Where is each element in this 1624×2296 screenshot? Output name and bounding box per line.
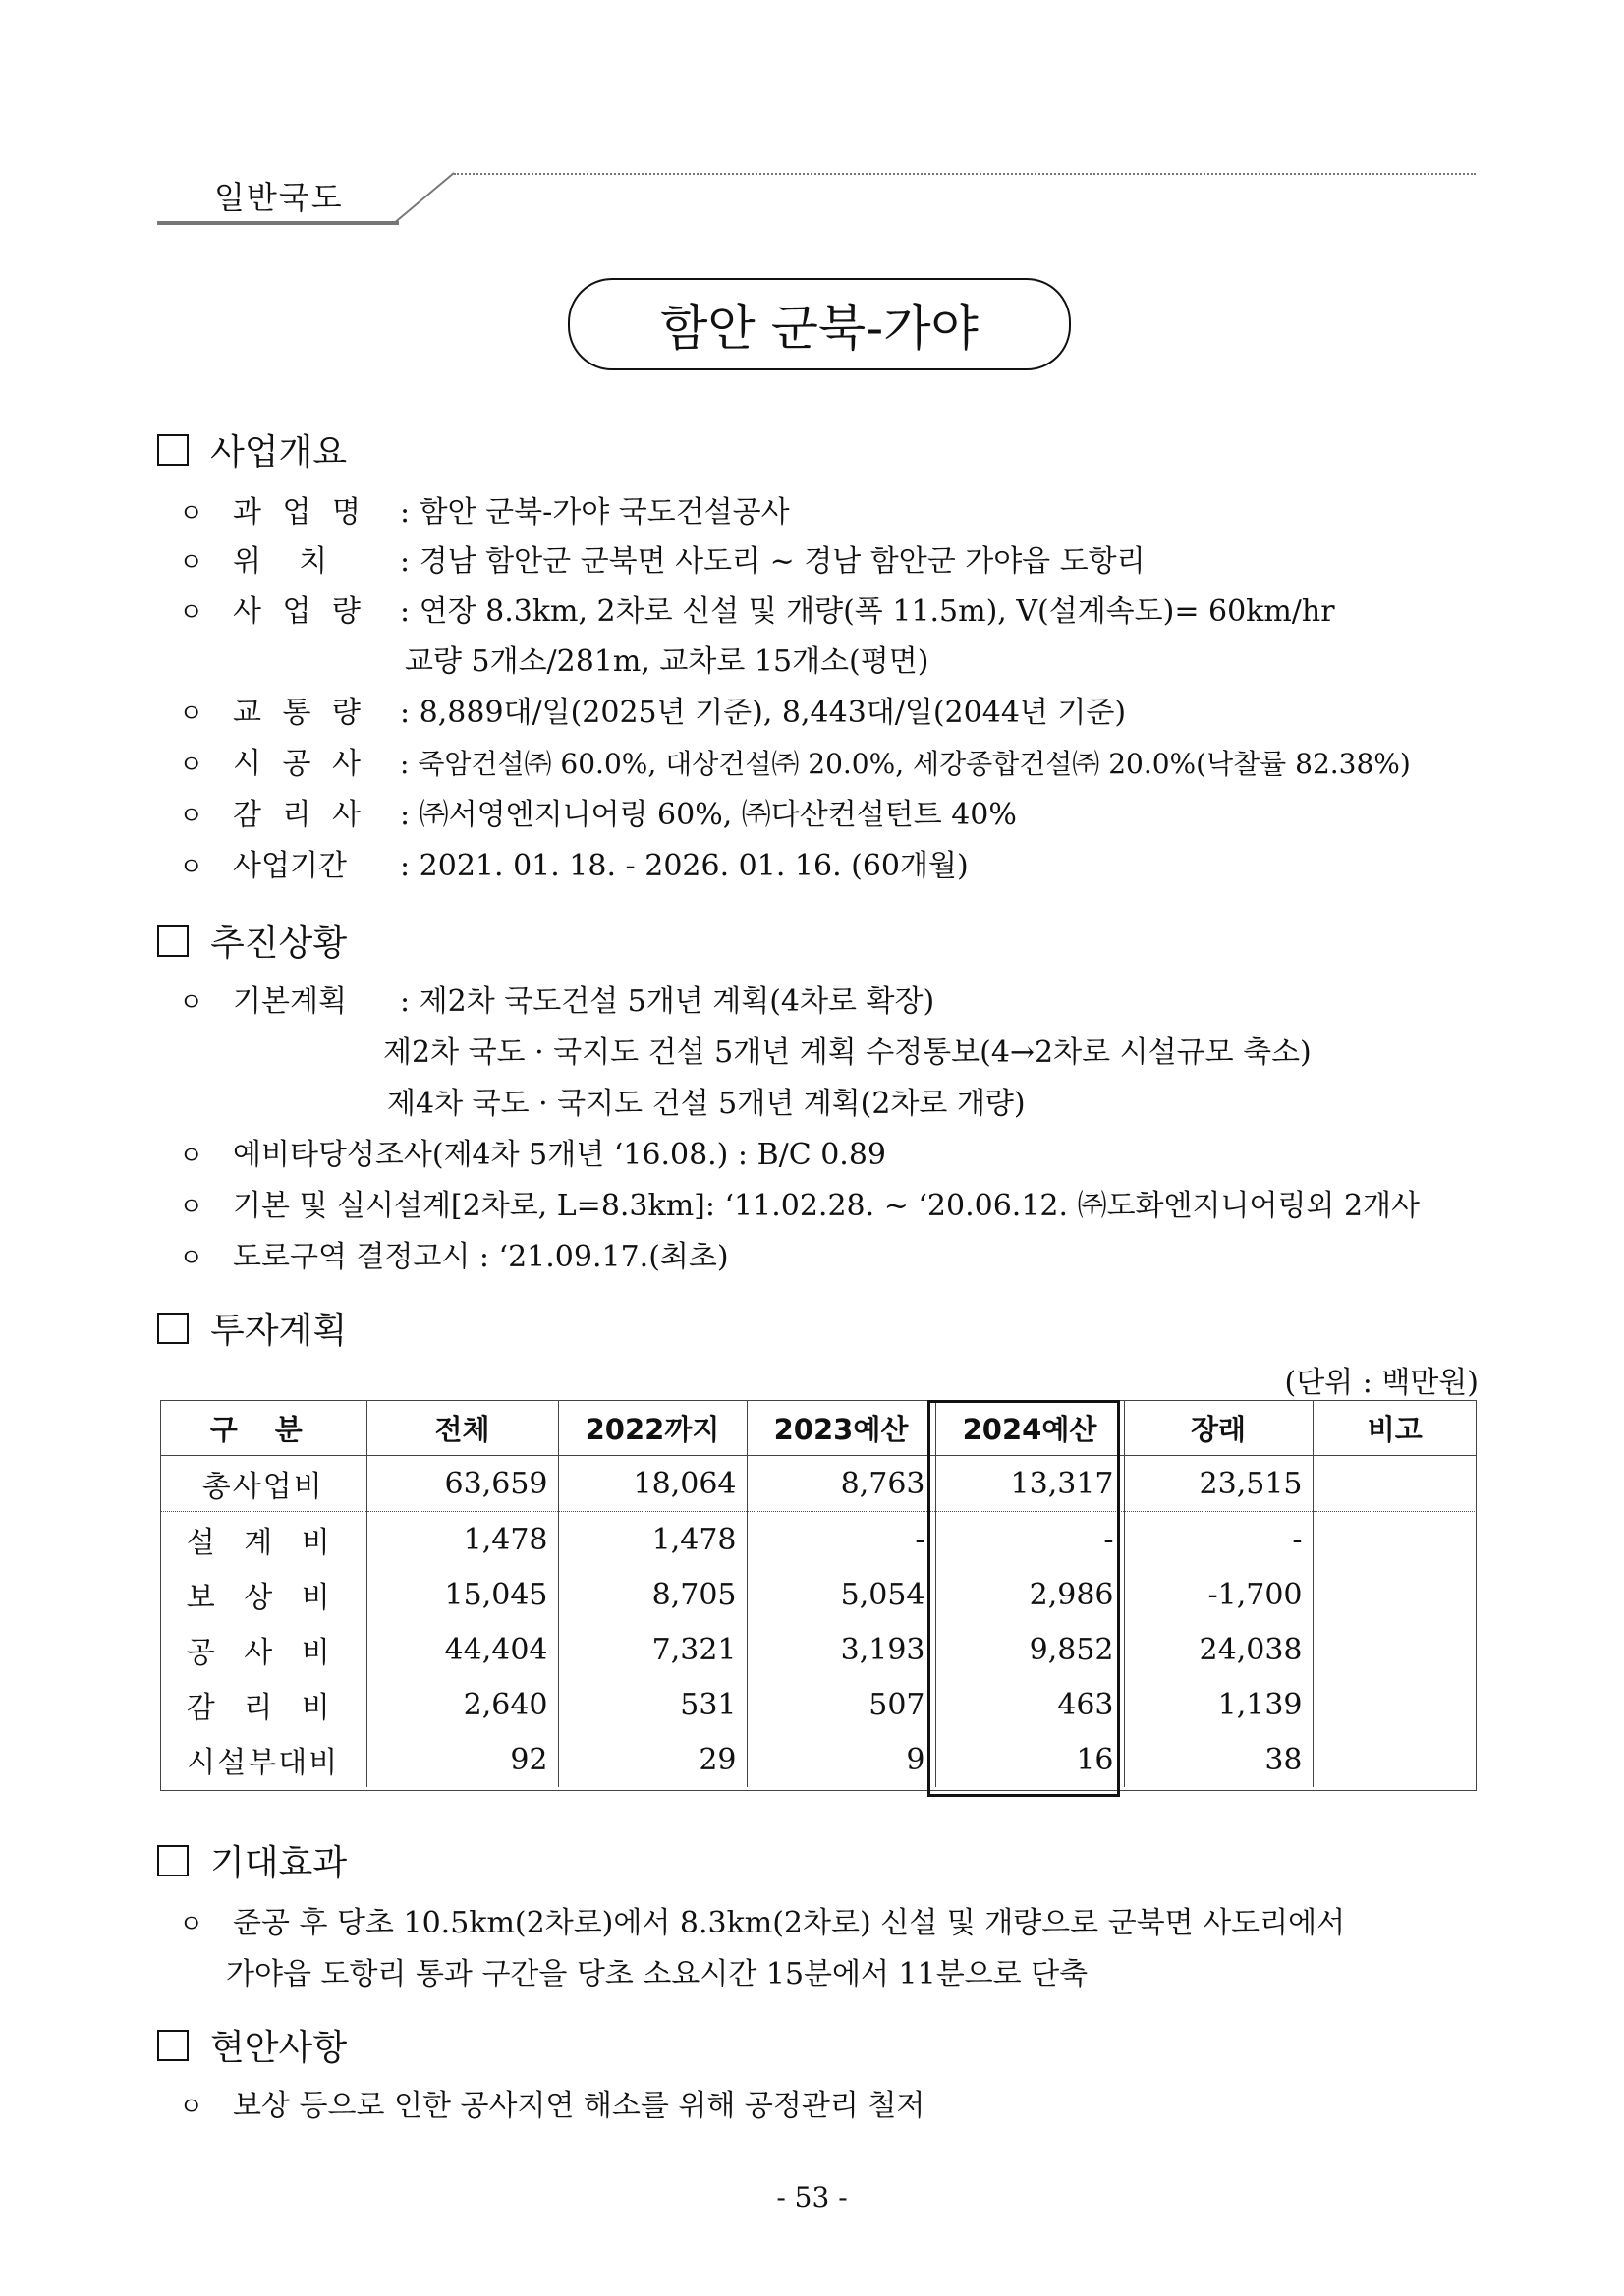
- table-header-row: [160, 1400, 1477, 1456]
- row-label: 시설부대비: [187, 1746, 340, 1780]
- progress-continuation: 제2차 국도 · 국지도 건설 5개년 계획 수정통보(4→2차로 시설규모 축소): [383, 1036, 1312, 1070]
- table-cell: -: [935, 1512, 1124, 1568]
- section-investment: [157, 1303, 347, 1353]
- table-row: [160, 1567, 1477, 1622]
- table-cell: [1313, 1622, 1477, 1677]
- table-row: [160, 1677, 1477, 1732]
- overview-label: 사 업 량: [233, 594, 367, 629]
- table-cell: 9,852: [935, 1622, 1124, 1677]
- progress-value: 도로구역 결정고시 : ‘21.09.17.(최초): [233, 1240, 729, 1274]
- overview-item: [179, 790, 1017, 833]
- overview-label: 감 리 사: [233, 798, 367, 832]
- table-cell: 463: [935, 1677, 1124, 1732]
- section-progress: [157, 916, 347, 966]
- table-cell: 16: [935, 1732, 1124, 1787]
- table-cell: 8,705: [558, 1567, 747, 1622]
- page-number: - 53 -: [776, 2181, 848, 2213]
- bullet-icon: ㅇ: [179, 598, 204, 628]
- overview-value: : 경남 함안군 군북면 사도리 ~ 경남 함안군 가야읍 도항리: [400, 544, 1146, 579]
- table-header-cell: 2024예산: [935, 1400, 1124, 1456]
- bullet-icon: ㅇ: [179, 700, 204, 729]
- unit-label: (단위 : 백만원): [1284, 1366, 1479, 1400]
- table-cell: 1,139: [1124, 1677, 1313, 1732]
- progress-item: [179, 1130, 886, 1173]
- table-cell: 2,986: [935, 1567, 1124, 1622]
- progress-item: [179, 1232, 729, 1275]
- table-cell: [1313, 1567, 1477, 1622]
- overview-label: 교 통 량: [233, 696, 367, 730]
- overview-item: [179, 536, 1146, 580]
- table-cell: -: [1124, 1512, 1313, 1568]
- overview-item: [179, 487, 790, 531]
- section-effects: [157, 1835, 347, 1885]
- overview-value: : 함안 군북-가야 국도건설공사: [400, 495, 790, 530]
- row-label: 총사업비: [160, 1456, 366, 1512]
- overview-item: [179, 688, 1126, 731]
- progress-label: 기본계획: [233, 984, 347, 1019]
- row-label: 설 계 비: [186, 1526, 340, 1560]
- table-cell: 15,045: [366, 1567, 558, 1622]
- row-label: 감 리 비: [186, 1691, 340, 1725]
- bullet-icon: ㅇ: [179, 2093, 204, 2122]
- table-cell: 63,659: [366, 1456, 558, 1512]
- overview-continuation: 교량 5개소/281m, 교차로 15개소(평면): [405, 644, 929, 679]
- table-cell: 507: [747, 1677, 935, 1732]
- checkbox-square-icon: [157, 1313, 189, 1344]
- section-issues: [157, 2020, 347, 2070]
- table-header-cell: 2023예산: [747, 1400, 935, 1456]
- table-cell: 1,478: [366, 1512, 558, 1568]
- table-header-cell: 비고: [1313, 1400, 1477, 1456]
- bullet-icon: ㅇ: [179, 988, 204, 1018]
- overview-label: 사업기간: [233, 849, 347, 883]
- bullet-icon: ㅇ: [179, 751, 204, 780]
- table-cell: [1313, 1677, 1477, 1732]
- issues-text: 보상 등으로 인한 공사지연 해소를 위해 공정관리 철저: [233, 2089, 925, 2123]
- checkbox-square-icon: [157, 1845, 189, 1876]
- table-cell: 18,064: [558, 1456, 747, 1512]
- table-header-cell: 구 분: [160, 1400, 366, 1456]
- overview-value: : 2021. 01. 18. - 2026. 01. 16. (60개월): [400, 849, 969, 883]
- overview-item: [179, 587, 1335, 630]
- table-cell: 92: [366, 1732, 558, 1787]
- bullet-icon: ㅇ: [179, 1142, 204, 1171]
- progress-item: [179, 977, 934, 1020]
- section-title: 현안사항: [210, 2028, 348, 2068]
- bullet-icon: ㅇ: [179, 1193, 204, 1222]
- checkbox-square-icon: [157, 925, 189, 957]
- bullet-icon: ㅇ: [179, 1244, 204, 1273]
- table-header-cell: 2022까지: [558, 1400, 747, 1456]
- table-cell: 8,763: [747, 1456, 935, 1512]
- table-cell: 13,317: [935, 1456, 1124, 1512]
- table-cell: 7,321: [558, 1622, 747, 1677]
- progress-value: 기본 및 실시설계[2차로, L=8.3km]: ‘11.02.28. ~ ‘20.06.12. ㈜도화엔지니어링외 2개사: [233, 1189, 1420, 1223]
- overview-item: [179, 739, 1411, 782]
- row-label: 공 사 비: [186, 1636, 340, 1670]
- checkbox-square-icon: [157, 434, 189, 466]
- overview-label: 과 업 명: [233, 495, 367, 530]
- overview-label: 위 치: [233, 544, 328, 579]
- category-slant-line: [393, 171, 462, 226]
- table-cell: 9: [747, 1732, 935, 1787]
- effects-continuation: 가야읍 도항리 통과 구간을 당초 소요시간 15분에서 11분으로 단축: [226, 1957, 1089, 1991]
- table-cell: 1,478: [558, 1512, 747, 1568]
- issues-item: [179, 2081, 924, 2124]
- table-cell: [1313, 1456, 1477, 1512]
- table-header-cell: 전체: [366, 1400, 558, 1456]
- bullet-icon: ㅇ: [179, 1910, 204, 1939]
- bullet-icon: ㅇ: [179, 802, 204, 831]
- bullet-icon: ㅇ: [179, 548, 204, 578]
- section-title: 기대효과: [210, 1843, 348, 1883]
- progress-value: 예비타당성조사(제4차 5개년 ‘16.08.) : B/C 0.89: [233, 1138, 887, 1172]
- progress-value: : 제2차 국도건설 5개년 계획(4차로 확장): [400, 984, 935, 1019]
- category-label: 일반국도: [214, 179, 344, 216]
- table-cell: 23,515: [1124, 1456, 1313, 1512]
- table-cell: -: [747, 1512, 935, 1568]
- overview-item: [179, 841, 969, 884]
- table-cell: -1,700: [1124, 1567, 1313, 1622]
- table-header-cell: 장래: [1124, 1400, 1313, 1456]
- table-cell: 5,054: [747, 1567, 935, 1622]
- overview-value: : ㈜서영엔지니어링 60%, ㈜다산컨설턴트 40%: [400, 798, 1017, 832]
- page-title: 함안 군북-가야: [568, 278, 1071, 370]
- overview-value: : 8,889대/일(2025년 기준), 8,443대/일(2044년 기준): [400, 696, 1127, 730]
- category-underline: [157, 221, 399, 225]
- section-title: 투자계획: [210, 1311, 348, 1351]
- table-row: [160, 1512, 1477, 1568]
- row-label: 보 상 비: [186, 1581, 340, 1615]
- table-row: [160, 1732, 1477, 1787]
- investment-table: [160, 1400, 1477, 1787]
- table-cell: 531: [558, 1677, 747, 1732]
- table-row: [160, 1456, 1477, 1512]
- overview-value: : 연장 8.3km, 2차로 신설 및 개량(폭 11.5m), V(설계속도)= 60km/hr: [400, 594, 1335, 629]
- table-cell: 29: [558, 1732, 747, 1787]
- bullet-icon: ㅇ: [179, 499, 204, 529]
- header-dotted-rule: [454, 173, 1476, 175]
- progress-item: [179, 1181, 1420, 1224]
- table-cell: 24,038: [1124, 1622, 1313, 1677]
- effects-item: [179, 1898, 1345, 1941]
- section-overview: [157, 424, 347, 475]
- checkbox-square-icon: [157, 2030, 189, 2061]
- table-cell: 38: [1124, 1732, 1313, 1787]
- bullet-icon: ㅇ: [179, 853, 204, 882]
- table-cell: [1313, 1732, 1477, 1787]
- effects-text: 준공 후 당초 10.5km(2차로)에서 8.3km(2차로) 신설 및 개량으로 군북면 사도리에서: [233, 1906, 1346, 1940]
- table-cell: 2,640: [366, 1677, 558, 1732]
- overview-label: 시 공 사: [233, 747, 367, 781]
- table-cell: 3,193: [747, 1622, 935, 1677]
- progress-continuation: 제4차 국도 · 국지도 건설 5개년 계획(2차로 개량): [387, 1087, 1026, 1121]
- overview-value: : 죽암건설㈜ 60.0%, 대상건설㈜ 20.0%, 세강종합건설㈜ 20.0%(낙찰률 82.38%): [400, 748, 1411, 780]
- table-cell: 44,404: [366, 1622, 558, 1677]
- table-cell: [1313, 1512, 1477, 1568]
- section-title: 추진상황: [210, 924, 348, 964]
- table-row: [160, 1622, 1477, 1677]
- section-title: 사업개요: [210, 432, 348, 473]
